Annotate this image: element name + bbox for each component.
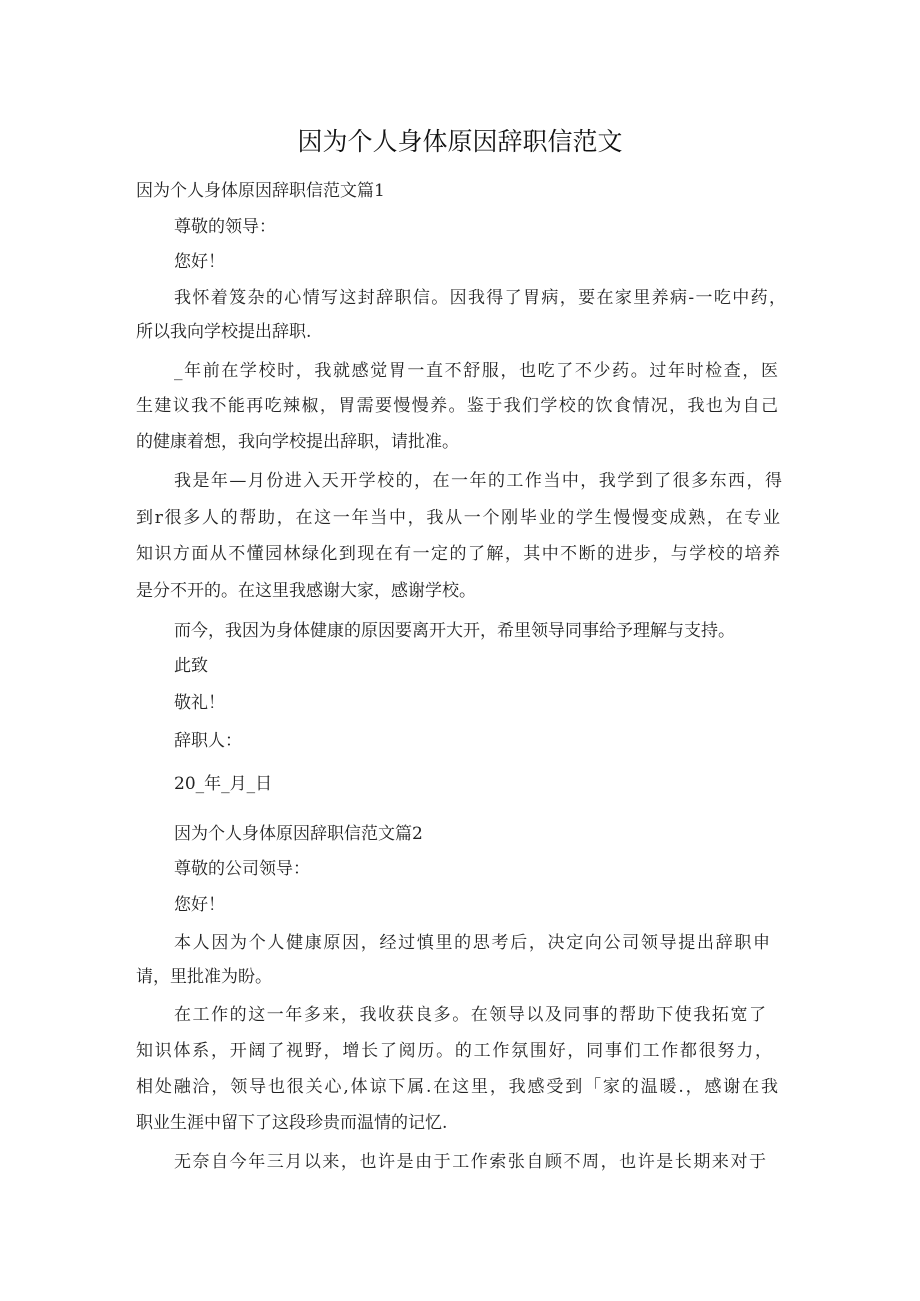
section2-heading: 因为个人身体原因辞职信范文篇2	[174, 824, 423, 844]
section1-p4: 而今，我因为身体健康的原因要离开大开，希里领导同事给予理解与支持。	[174, 621, 735, 641]
section1-signer: 辞职人：	[174, 731, 242, 751]
section1-salutation: 尊敬的领导：	[174, 217, 276, 237]
document-title: 因为个人身体原因辞职信范文	[297, 127, 623, 156]
section1-greeting: 您好！	[174, 252, 225, 272]
section1-date: 20_年_月_日	[174, 774, 273, 794]
section1-p2-line2: 生建议我不能再吃辣椒，胃需要慢慢养。鉴于我们学校的饮食情况，我也为自己	[136, 396, 778, 416]
section2-p3-line1: 无奈自今年三月以来，也许是由于工作索张自顾不周，也许是长期来对于	[174, 1152, 766, 1172]
section1-p2-line3: 的健康着想，我向学校提出辞职，请批准。	[136, 432, 459, 452]
section1-p3-line1: 我是年—月份进入天开学校的，在一年的工作当中，我学到了很多东西，得	[174, 471, 782, 491]
section2-p1-line1: 本人因为个人健康原因，经过慎里的思考后，决定向公司领导提出辞职申	[174, 933, 770, 953]
section2-greeting: 您好！	[174, 895, 225, 915]
section1-p3-line4: 是分不开的。在这里我感谢大家，感谢学校。	[136, 581, 476, 601]
section2-p1-line2: 请，里批准为盼。	[136, 967, 272, 987]
section2-p2-line4: 职业生涯中留下了这段珍贵而温情的记忆.	[136, 1113, 448, 1133]
section2-p2-line1: 在工作的这一年多来，我收获良多。在领导以及同事的帮助下使我拓宽了	[174, 1005, 766, 1025]
section1-p2-line1: _年前在学校时，我就感觉胃一直不舒服，也吃了不少药。过年时检查，医	[174, 361, 778, 381]
section1-p1-line1: 我怀着笈杂的心情写这封辞职信。因我得了胃病，要在家里养病-一吃中药，	[174, 288, 786, 308]
section1-p3-line3: 知识方面从不懂园林绿化到现在有一定的了解，其中不断的进步，与学校的培养	[136, 544, 780, 564]
section2-salutation: 尊敬的公司领导：	[174, 859, 310, 879]
section2-p2-line3: 相处融洽，领导也很关心,体谅下属.在这里，我感受到「家的温暖.，感谢在我	[136, 1077, 778, 1097]
section2-p2-line2: 知识体系，开阔了视野，增长了阅历。的工作氛围好，同事们工作都很努力，	[136, 1041, 772, 1061]
section1-closing1: 此致	[174, 656, 208, 676]
section1-p3-line2: 到r很多人的帮助，在这一年当中，我从一个刚毕业的学生慢慢变成熟，在专业	[136, 508, 780, 528]
section1-heading: 因为个人身体原因辞职信范文篇1	[136, 181, 385, 201]
section1-p1-line2: 所以我向学校提出辞职.	[136, 322, 312, 342]
section1-closing2: 敬礼！	[174, 693, 225, 713]
